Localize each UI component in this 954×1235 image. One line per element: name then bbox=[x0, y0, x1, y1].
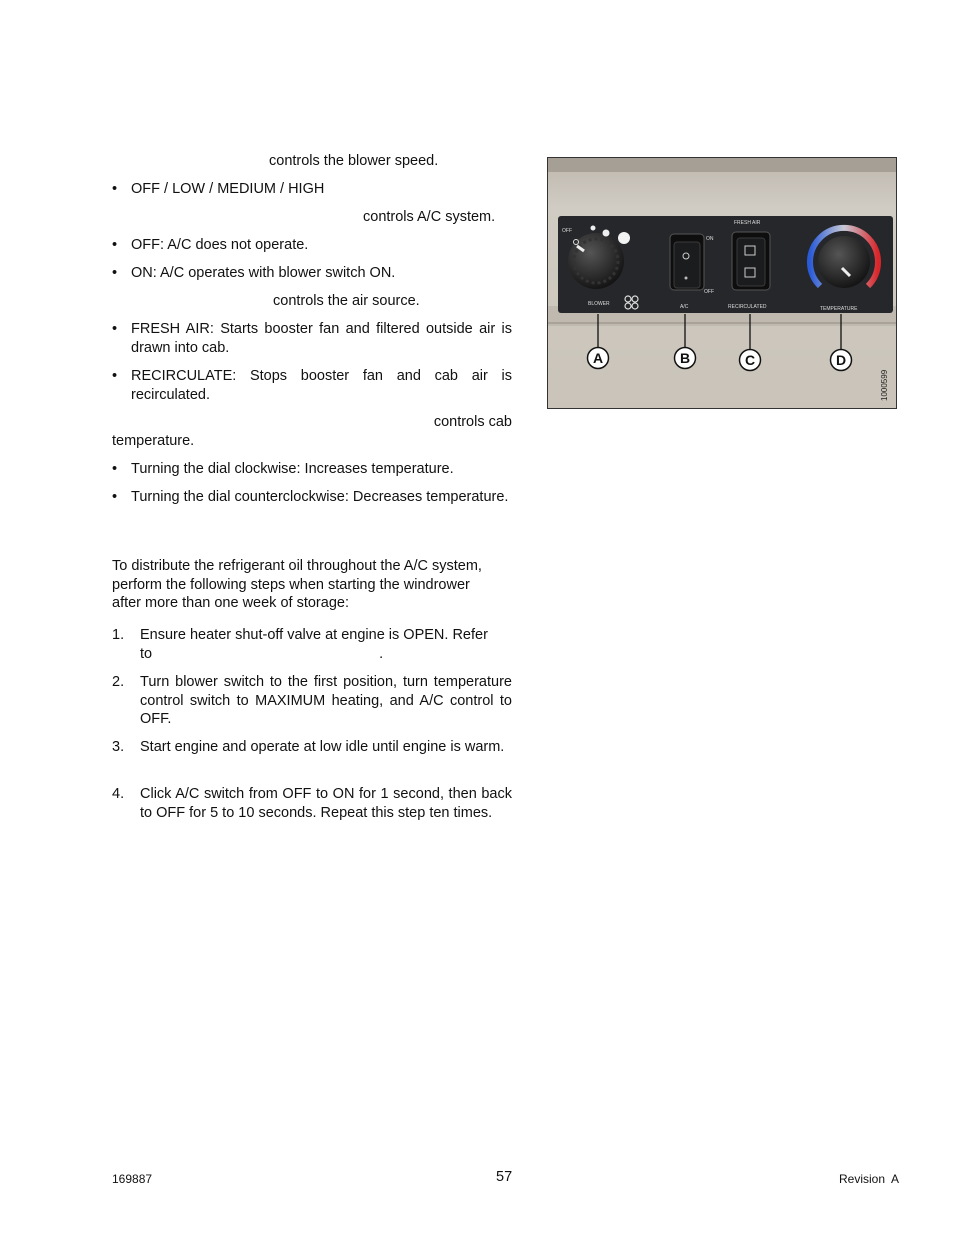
list-item: • RECIRCULATE: Stops booster fan and cab air is recirculated. bbox=[112, 368, 512, 403]
svg-text:A: A bbox=[592, 350, 604, 366]
fresh-air-label: FRESH AIR bbox=[734, 220, 761, 226]
callout-c bbox=[740, 350, 761, 371]
air-source-description: controls the air source. bbox=[273, 293, 420, 309]
list-item: • Turning the dial counterclockwise: Decreases temperature. bbox=[112, 489, 509, 505]
svg-text:D: D bbox=[835, 352, 847, 368]
callout-d bbox=[831, 350, 852, 371]
temperature-label: TEMPERATURE bbox=[820, 306, 858, 312]
off-label-ac: OFF bbox=[704, 289, 714, 295]
list-item: • OFF / LOW / MEDIUM / HIGH bbox=[112, 181, 325, 197]
ac-description: controls A/C system. bbox=[363, 209, 496, 225]
intro-paragraph: To distribute the refrigerant oil throughout the A/C system, perform the following steps when starting the windrower after more than one week of storage: bbox=[112, 558, 482, 611]
svg-text:B: B bbox=[679, 350, 691, 366]
on-label: ON bbox=[706, 236, 714, 242]
svg-text:C: C bbox=[744, 352, 756, 368]
blower-description: controls the blower speed. bbox=[269, 153, 439, 169]
revision-label: Revision A bbox=[839, 1172, 900, 1186]
callout-a bbox=[588, 348, 609, 369]
off-label: OFF bbox=[562, 228, 572, 234]
document-number: 169887 bbox=[112, 1172, 153, 1186]
step-3: 3. Start engine and operate at low idle until engine is warm. bbox=[112, 739, 505, 755]
list-item: • FRESH AIR: Starts booster fan and filtered outside air is drawn into cab. bbox=[112, 321, 512, 356]
callout-b bbox=[675, 348, 696, 369]
ac-switch bbox=[670, 234, 704, 290]
page-number: 57 bbox=[496, 1169, 513, 1185]
list-item: • ON: A/C operates with blower switch ON. bbox=[112, 265, 396, 281]
figure-id: 1000599 bbox=[880, 369, 889, 401]
list-item: • OFF: A/C does not operate. bbox=[112, 237, 309, 253]
hvac-control-panel-figure bbox=[547, 157, 897, 409]
ac-label: A/C bbox=[680, 304, 689, 310]
blower-label: BLOWER bbox=[588, 301, 610, 307]
step-1: 1. Ensure heater shut-off valve at engine is OPEN. Refer to . bbox=[112, 627, 488, 662]
list-item: • Turning the dial clockwise: Increases temperature. bbox=[112, 461, 454, 477]
step-4: 4. Click A/C switch from OFF to ON for 1 second, then back to OFF for 5 to 10 seconds. Repeat this step ten times. bbox=[112, 786, 512, 821]
recirculate-switch bbox=[732, 232, 770, 290]
temperature-description: controls cab temperature. bbox=[112, 414, 512, 449]
blower-knob bbox=[568, 233, 624, 289]
step-2: 2. Turn blower switch to the first position, turn temperature control switch to MAXIMUM heating, and A/C control to OFF. bbox=[112, 674, 512, 727]
recirculated-label: RECIRCULATED bbox=[728, 304, 767, 310]
